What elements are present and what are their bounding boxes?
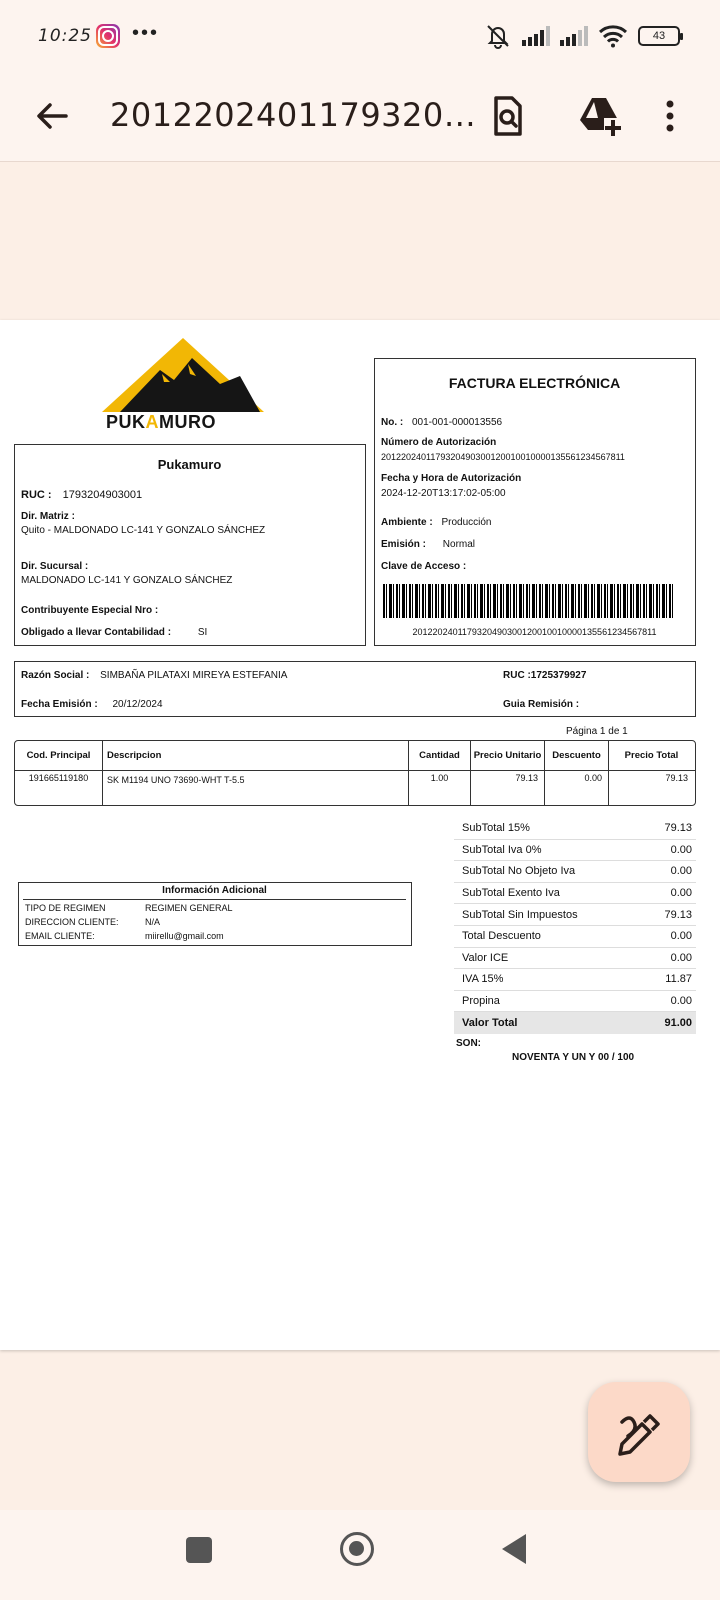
edit-pen-icon bbox=[588, 1382, 690, 1482]
cell-cantidad: 1.00 bbox=[409, 771, 471, 805]
info-adicional-box bbox=[18, 882, 412, 946]
obligado-label: Obligado a llevar Contabilidad : bbox=[21, 627, 172, 638]
cell-descripcion: SK M1194 UNO 73690-WHT T-5.5 bbox=[103, 771, 409, 805]
razon-label: Razón Social : bbox=[21, 670, 90, 681]
total-row-subtotal-15: SubTotal 15% 79.13 bbox=[454, 818, 696, 840]
drive-add-icon[interactable] bbox=[576, 92, 624, 140]
navigation-bar bbox=[0, 1510, 720, 1600]
totals-table bbox=[454, 818, 696, 1034]
ambiente-value: Producción bbox=[441, 517, 492, 528]
emision-value: Normal bbox=[442, 539, 476, 550]
cell-descuento: 0.00 bbox=[545, 771, 609, 805]
document-page[interactable] bbox=[0, 320, 720, 1350]
factura-title: FACTURA ELECTRÓNICA bbox=[448, 375, 621, 391]
fecha-aut-label: Fecha y Hora de Autorización bbox=[381, 473, 522, 484]
fecha-emision-label: Fecha Emisión : bbox=[21, 699, 98, 710]
cliente-box bbox=[14, 661, 696, 717]
cell-cod: 191665119180 bbox=[15, 771, 103, 805]
clave-value: 2012202401179320490300120010010000135561234567811 bbox=[412, 627, 657, 637]
logo-text-puk: PUK bbox=[106, 412, 146, 432]
dir-sucursal-value: MALDONADO LC-141 Y GONZALO SÁNCHEZ bbox=[21, 575, 233, 586]
info-label-email: EMAIL CLIENTE: bbox=[25, 931, 95, 941]
ruc-value: 1793204903001 bbox=[62, 489, 143, 501]
home-button[interactable] bbox=[340, 1532, 374, 1566]
info-label-regimen: TIPO DE REGIMEN bbox=[25, 903, 106, 913]
battery-icon: 43 bbox=[638, 26, 680, 46]
emisor-box bbox=[14, 444, 366, 646]
header-precio-total: Precio Total bbox=[624, 750, 679, 761]
back-arrow-icon[interactable] bbox=[30, 94, 74, 138]
signal-icon bbox=[522, 26, 550, 46]
razon-value: SIMBAÑA PILATAXI MIREYA ESTEFANIA bbox=[100, 670, 288, 681]
dir-matriz-label: Dir. Matriz : bbox=[21, 511, 75, 522]
table-header bbox=[15, 741, 695, 771]
total-row-no-objeto: SubTotal No Objeto Iva 0.00 bbox=[454, 861, 696, 883]
header-cantidad: Cantidad bbox=[409, 741, 471, 770]
emision-label: Emisión : bbox=[381, 539, 427, 550]
clave-label: Clave de Acceso : bbox=[381, 561, 467, 572]
table-row bbox=[15, 771, 695, 805]
ambiente-label: Ambiente : bbox=[381, 517, 433, 528]
document-title: 2012202401179320… bbox=[110, 96, 477, 134]
edit-fab-button[interactable] bbox=[588, 1382, 690, 1482]
wifi-icon bbox=[598, 24, 628, 48]
factura-box bbox=[374, 358, 696, 646]
header-descripcion: Descripcion bbox=[103, 741, 409, 770]
barcode bbox=[383, 584, 673, 618]
dir-sucursal-label: Dir. Sucursal : bbox=[21, 561, 89, 572]
mountain-logo-icon bbox=[100, 336, 266, 412]
page-indicator: Página 1 de 1 bbox=[566, 726, 628, 737]
son-value: NOVENTA Y UN Y 00 / 100 bbox=[512, 1052, 635, 1063]
system-icons bbox=[484, 22, 680, 50]
back-button[interactable] bbox=[502, 1534, 526, 1564]
fecha-aut-value: 2024-12-20T13:17:02-05:00 bbox=[381, 488, 506, 499]
son-label: SON: bbox=[456, 1038, 481, 1049]
company-logo bbox=[100, 336, 266, 436]
info-title: Información Adicional bbox=[162, 885, 267, 896]
instagram-icon bbox=[96, 24, 120, 48]
total-row-ice: Valor ICE 0.00 bbox=[454, 948, 696, 970]
status-bar bbox=[0, 0, 720, 72]
info-value-direccion: N/A bbox=[145, 917, 161, 927]
header-cod: Cod. Principal bbox=[15, 741, 103, 770]
factura-no-label: No. : bbox=[381, 417, 404, 428]
info-value-regimen: REGIMEN GENERAL bbox=[145, 903, 233, 913]
company-name: Pukamuro bbox=[157, 457, 222, 472]
total-row-subtotal-iva-0: SubTotal Iva 0% 0.00 bbox=[454, 840, 696, 862]
items-table bbox=[14, 740, 696, 806]
autorizacion-label: Número de Autorización bbox=[381, 437, 497, 448]
guia-label: Guia Remisión : bbox=[503, 699, 580, 710]
fecha-emision-value: 20/12/2024 bbox=[112, 699, 163, 710]
total-row-sin-impuestos: SubTotal Sin Impuestos 79.13 bbox=[454, 904, 696, 926]
cell-precio-unitario: 79.13 bbox=[471, 771, 545, 805]
logo-text-muro: MURO bbox=[159, 412, 217, 432]
app-bar bbox=[0, 72, 720, 162]
total-row-descuento: Total Descuento 0.00 bbox=[454, 926, 696, 948]
logo-text-a: A bbox=[145, 412, 160, 432]
header-precio-unitario: Precio Unitario bbox=[471, 741, 545, 770]
cell-precio-total: 79.13 bbox=[665, 773, 688, 783]
ruc-label: RUC : bbox=[21, 489, 52, 501]
header-descuento: Descuento bbox=[545, 741, 609, 770]
mute-icon bbox=[484, 23, 512, 49]
factura-no-value: 001-001-000013556 bbox=[412, 417, 503, 428]
recents-button[interactable] bbox=[186, 1537, 212, 1563]
obligado-value: SI bbox=[197, 627, 208, 638]
cliente-ruc: RUC :1725379927 bbox=[503, 670, 587, 681]
total-row-propina: Propina 0.00 bbox=[454, 991, 696, 1013]
more-vert-icon[interactable] bbox=[656, 92, 684, 140]
total-row-exento: SubTotal Exento Iva 0.00 bbox=[454, 883, 696, 905]
total-row-iva-15: IVA 15% 11.87 bbox=[454, 969, 696, 991]
contribuyente-label: Contribuyente Especial Nro : bbox=[21, 605, 159, 616]
dir-matriz-value: Quito - MALDONADO LC-141 Y GONZALO SÁNCHEZ bbox=[21, 525, 266, 536]
search-document-icon[interactable] bbox=[484, 92, 532, 140]
info-value-email: miirellu@gmail.com bbox=[145, 931, 224, 941]
signal-icon bbox=[560, 26, 588, 46]
clock: 10:25 bbox=[38, 26, 92, 46]
info-label-direccion: DIRECCION CLIENTE: bbox=[25, 917, 119, 927]
more-notifications-icon: ••• bbox=[132, 22, 160, 44]
autorizacion-value: 2012202401179320490300120010010000135561234567811 bbox=[381, 452, 625, 462]
total-row-valor-total: Valor Total 91.00 bbox=[454, 1012, 696, 1034]
